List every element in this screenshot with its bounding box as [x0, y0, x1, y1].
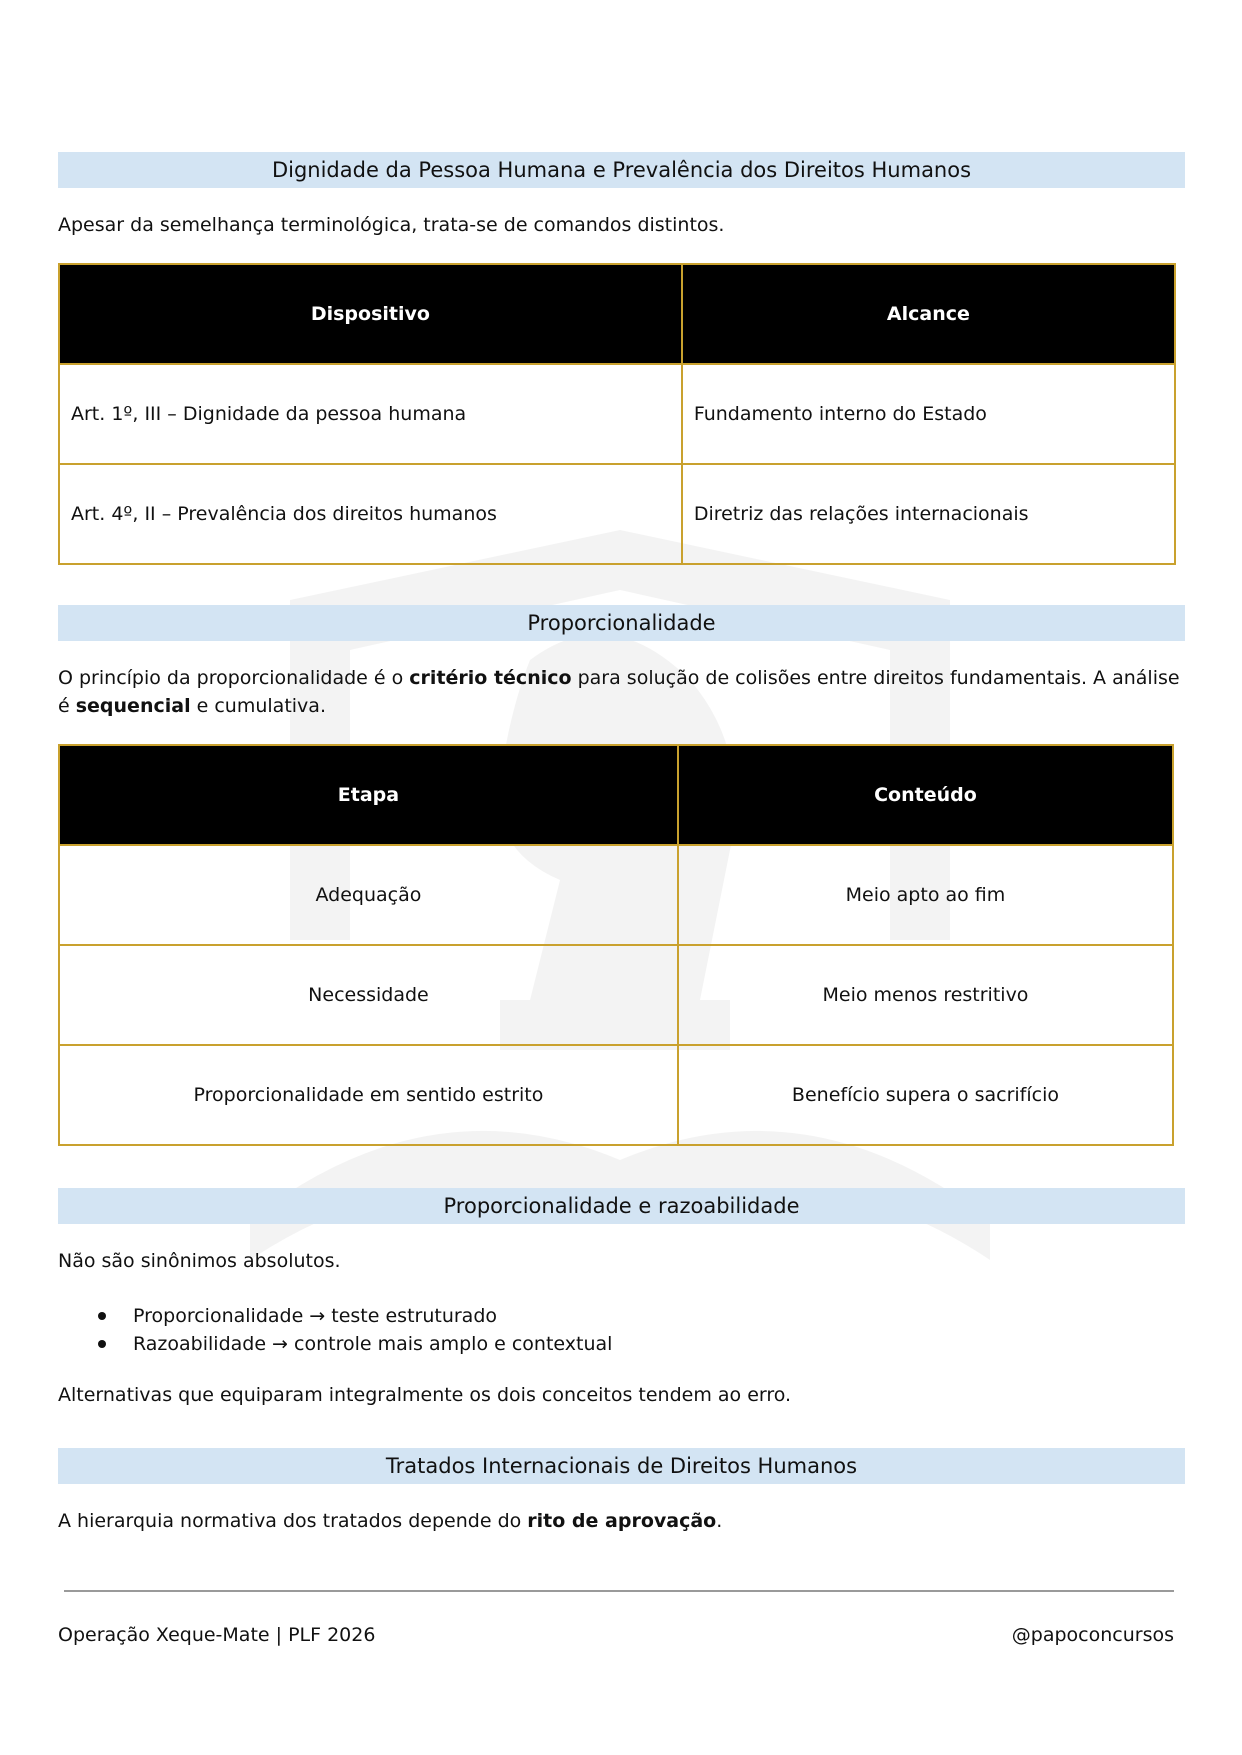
tratados-intro [58, 1507, 1188, 1535]
header-alcance: Alcance [682, 264, 1175, 364]
footer-divider [64, 1590, 1174, 1592]
cell-conteudo: Meio menos restritivo [678, 945, 1173, 1045]
table-row [59, 945, 1173, 1045]
bullet-icon [98, 1340, 106, 1348]
table-row [59, 464, 1175, 564]
intro-text: e cumulativa. [190, 695, 326, 717]
list-item [58, 1330, 1158, 1358]
dignidade-table [58, 263, 1176, 565]
header-conteudo: Conteúdo [678, 745, 1173, 845]
header-etapa: Etapa [59, 745, 678, 845]
proporcionalidade-table [58, 744, 1174, 1146]
bullet-icon [98, 1312, 106, 1320]
table-row [59, 845, 1173, 945]
footer-handle: @papoconcursos [1011, 1624, 1174, 1646]
footer-title: Operação Xeque-Mate | PLF 2026 [58, 1624, 376, 1646]
cell-alcance: Fundamento interno do Estado [682, 364, 1175, 464]
razoabilidade-conclusion: Alternativas que equiparam integralmente os dois conceitos tendem ao erro. [58, 1384, 792, 1406]
section-title-razoabilidade: Proporcionalidade e razoabilidade [58, 1188, 1185, 1224]
intro-text: A hierarquia normativa dos tratados depende do [58, 1510, 528, 1532]
razoabilidade-bullet-list [58, 1302, 1158, 1358]
header-dispositivo: Dispositivo [59, 264, 682, 364]
intro-text: . [716, 1510, 723, 1532]
list-item [58, 1302, 1158, 1330]
cell-dispositivo: Art. 4º, II – Prevalência dos direitos humanos [59, 464, 682, 564]
cell-etapa: Necessidade [59, 945, 678, 1045]
list-item-text: Proporcionalidade → teste estruturado [133, 1305, 498, 1327]
intro-bold-rito: rito de aprovação [527, 1510, 717, 1532]
intro-bold-sequencial: sequencial [75, 695, 191, 717]
cell-dispositivo: Art. 1º, III – Dignidade da pessoa humana [59, 364, 682, 464]
cell-etapa: Adequação [59, 845, 678, 945]
section-title-tratados: Tratados Internacionais de Direitos Humanos [58, 1448, 1185, 1484]
cell-conteudo: Benefício supera o sacrifício [678, 1045, 1173, 1145]
cell-conteudo: Meio apto ao fim [678, 845, 1173, 945]
list-item-text: Razoabilidade → controle mais amplo e contextual [133, 1333, 613, 1355]
table-row [59, 1045, 1173, 1145]
table-row [59, 364, 1175, 464]
razoabilidade-intro: Não são sinônimos absolutos. [58, 1250, 341, 1272]
section-title-dignidade: Dignidade da Pessoa Humana e Prevalência dos Direitos Humanos [58, 152, 1185, 188]
intro-text: para solução de colisões entre direitos fundamentais. A análise é [58, 667, 1180, 717]
proporcionalidade-intro [58, 664, 1188, 720]
section-title-proporcionalidade: Proporcionalidade [58, 605, 1185, 641]
dignidade-intro: Apesar da semelhança terminológica, trata-se de comandos distintos. [58, 214, 725, 236]
intro-text: O princípio da proporcionalidade é o [58, 667, 410, 689]
cell-etapa: Proporcionalidade em sentido estrito [59, 1045, 678, 1145]
intro-bold-criterio: critério técnico [409, 667, 572, 689]
cell-alcance: Diretriz das relações internacionais [682, 464, 1175, 564]
table-header-row [59, 745, 1173, 845]
table-header-row [59, 264, 1175, 364]
